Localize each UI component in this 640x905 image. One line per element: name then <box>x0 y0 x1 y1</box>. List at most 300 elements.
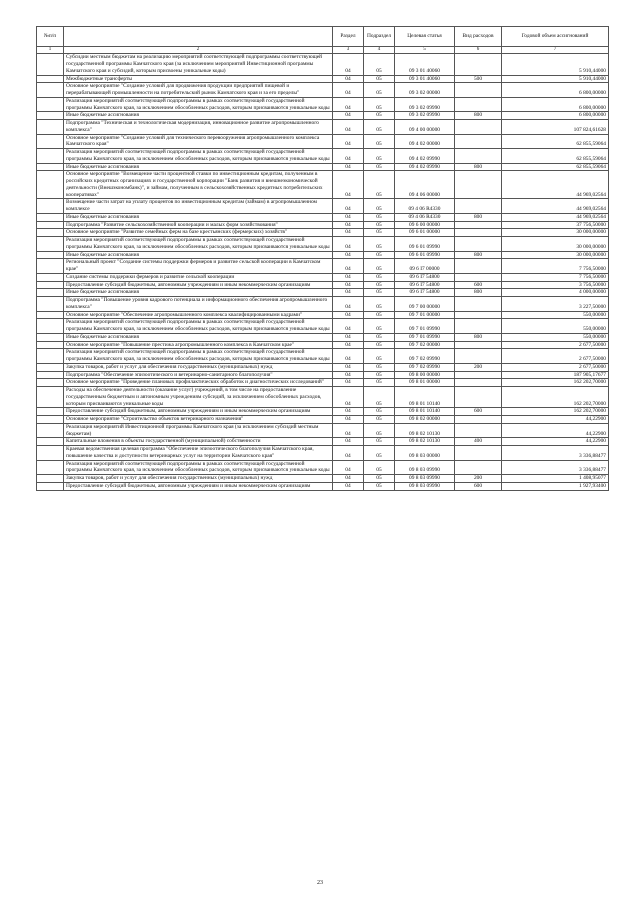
column-index-row <box>37 47 609 54</box>
row-number <box>37 112 64 120</box>
row-subsection: 05 <box>364 229 395 237</box>
row-number <box>37 333 64 341</box>
row-section: 04 <box>333 281 364 289</box>
row-section: 04 <box>333 229 364 237</box>
row-expense-type <box>455 460 502 475</box>
row-number <box>37 163 64 171</box>
row-subsection: 05 <box>364 416 395 424</box>
row-number <box>37 438 64 446</box>
row-section: 04 <box>333 311 364 319</box>
row-name: Иные бюджетные ассигнования <box>64 251 333 259</box>
table-row <box>37 237 609 252</box>
row-target-article: 09 3 01 40060 <box>395 54 455 75</box>
row-subsection: 05 <box>364 460 395 475</box>
row-number <box>37 259 64 274</box>
row-expense-type: 800 <box>455 163 502 171</box>
row-name: Основное мероприятие "Создание условий для продвижения продукции предприятий пищевой и перерабатывающей промышленности на потребительский рынок Камчатского края и за его пределы" <box>64 83 333 98</box>
row-amount: 44 969,02564 <box>502 213 609 221</box>
row-target-article: 09 4 06 R4330 <box>395 213 455 221</box>
header-section: Раздел <box>333 27 364 47</box>
row-name: Подпрограмма "Развитие сельскохозяйственной кооперации и малых форм хозяйствования" <box>64 221 333 229</box>
row-subsection: 05 <box>364 83 395 98</box>
row-amount: 62 855,59064 <box>502 134 609 149</box>
row-number <box>37 311 64 319</box>
row-expense-type <box>455 229 502 237</box>
row-name: Иные бюджетные ассигнования <box>64 289 333 297</box>
row-subsection: 05 <box>364 341 395 349</box>
table-row <box>37 475 609 483</box>
row-number <box>37 237 64 252</box>
column-index: 5 <box>395 47 455 54</box>
row-target-article: 09 4 02 09990 <box>395 149 455 164</box>
row-subsection: 05 <box>364 319 395 334</box>
row-expense-type <box>455 120 502 135</box>
row-number <box>37 371 64 379</box>
row-expense-type <box>455 379 502 387</box>
table-row <box>37 387 609 408</box>
row-expense-type <box>455 83 502 98</box>
row-target-article: 09 8 02 10130 <box>395 423 455 438</box>
row-target-article: 09 3 02 09990 <box>395 112 455 120</box>
row-number <box>37 379 64 387</box>
row-amount: 1 927,93400 <box>502 482 609 490</box>
table-row <box>37 229 609 237</box>
row-name: Возмещение части затрат на уплату процентов по инвестиционным кредитам (займам) в агропромышленном комплексе <box>64 199 333 214</box>
row-amount: 5 910,44000 <box>502 75 609 83</box>
row-section: 04 <box>333 171 364 199</box>
row-section: 04 <box>333 221 364 229</box>
row-name: Краевая ведомственная целевая программа "Обеспечение эпизоотического благополучия Камчатского края, повышение качества и доступности ветеринарных услуг на территории Камчатского края" <box>64 446 333 461</box>
row-number <box>37 341 64 349</box>
row-amount: 3 336,88477 <box>502 446 609 461</box>
row-target-article: 09 3 02 00000 <box>395 83 455 98</box>
row-number <box>37 229 64 237</box>
row-section: 04 <box>333 341 364 349</box>
table-row <box>37 363 609 371</box>
table-row <box>37 97 609 112</box>
row-section: 04 <box>333 199 364 214</box>
row-section: 04 <box>333 333 364 341</box>
row-amount: 107 824,61628 <box>502 120 609 135</box>
row-number <box>37 319 64 334</box>
row-target-article: 09 4 00 00000 <box>395 120 455 135</box>
row-name: Основное мероприятие "Создание условий для технического перевооружения агропромышленного комплекса Камчатского края" <box>64 134 333 149</box>
row-subsection: 05 <box>364 120 395 135</box>
row-section: 04 <box>333 237 364 252</box>
row-section: 04 <box>333 75 364 83</box>
table-row <box>37 112 609 120</box>
row-name: Субсидии местным бюджетам на реализацию мероприятий соответствующей подпрограммы соответствующей государственной программы Камчатского края (за исключением мероприятий Инвестиционной программы Камчатского края и субсидий, которым присвоены уникальные коды) <box>64 54 333 75</box>
row-expense-type: 800 <box>455 289 502 297</box>
row-expense-type <box>455 387 502 408</box>
row-name: Реализация мероприятий соответствующей подпрограммы в рамках соответствующей государственной программы Камчатского края, за исключением обособленных расходов, которым присваиваются уникальные коды <box>64 237 333 252</box>
row-subsection: 05 <box>364 213 395 221</box>
row-subsection: 05 <box>364 75 395 83</box>
row-target-article: 09 8 03 09990 <box>395 482 455 490</box>
row-amount: 2 677,50000 <box>502 341 609 349</box>
row-expense-type: 600 <box>455 408 502 416</box>
row-name: Иные бюджетные ассигнования <box>64 213 333 221</box>
row-number <box>37 75 64 83</box>
table-row <box>37 289 609 297</box>
row-subsection: 05 <box>364 311 395 319</box>
row-section: 04 <box>333 112 364 120</box>
row-section: 04 <box>333 120 364 135</box>
row-subsection: 05 <box>364 482 395 490</box>
table-row <box>37 221 609 229</box>
table-row <box>37 163 609 171</box>
row-target-article: 09 7 02 09990 <box>395 349 455 364</box>
row-expense-type <box>455 341 502 349</box>
row-name: Закупка товаров, работ и услуг для обеспечения государственных (муниципальных) нужд <box>64 475 333 483</box>
row-subsection: 05 <box>364 134 395 149</box>
row-section: 04 <box>333 97 364 112</box>
row-target-article: 09 8 01 00000 <box>395 379 455 387</box>
row-number <box>37 273 64 281</box>
row-target-article: 09 7 02 00000 <box>395 341 455 349</box>
row-amount: 7 756,50000 <box>502 273 609 281</box>
row-amount: 30 000,00000 <box>502 237 609 252</box>
row-name: Предоставление субсидий бюджетным, автономным учреждениям и иным некоммерческим организациям <box>64 408 333 416</box>
row-number <box>37 446 64 461</box>
row-number <box>37 289 64 297</box>
row-number <box>37 83 64 98</box>
row-target-article: 09 8 03 09990 <box>395 460 455 475</box>
row-amount: 37 756,50000 <box>502 221 609 229</box>
row-target-article: 09 4 02 09990 <box>395 163 455 171</box>
row-expense-type <box>455 171 502 199</box>
row-subsection: 05 <box>364 281 395 289</box>
row-amount: 44 969,02564 <box>502 171 609 199</box>
row-section: 04 <box>333 408 364 416</box>
row-amount: 44,22900 <box>502 416 609 424</box>
table-row <box>37 171 609 199</box>
table-row <box>37 149 609 164</box>
row-name: Предоставление субсидий бюджетным, автономным учреждениям и иным некоммерческим организациям <box>64 482 333 490</box>
row-subsection: 05 <box>364 349 395 364</box>
column-index: 6 <box>455 47 502 54</box>
table-row <box>37 341 609 349</box>
row-section: 04 <box>333 297 364 312</box>
row-amount: 6 800,00000 <box>502 112 609 120</box>
row-expense-type: 200 <box>455 475 502 483</box>
row-number <box>37 97 64 112</box>
row-expense-type <box>455 273 502 281</box>
row-subsection: 05 <box>364 221 395 229</box>
row-amount: 62 855,59064 <box>502 149 609 164</box>
row-target-article: 09 3 02 09990 <box>395 97 455 112</box>
row-subsection: 05 <box>364 199 395 214</box>
table-row <box>37 460 609 475</box>
row-amount: 6 800,00000 <box>502 97 609 112</box>
row-amount: 1 408,95077 <box>502 475 609 483</box>
row-amount: 2 677,50000 <box>502 349 609 364</box>
row-section: 04 <box>333 83 364 98</box>
row-subsection: 05 <box>364 54 395 75</box>
table-row <box>37 416 609 424</box>
row-subsection: 05 <box>364 112 395 120</box>
row-amount: 187 905,17677 <box>502 371 609 379</box>
row-amount: 6 800,00000 <box>502 83 609 98</box>
row-section: 04 <box>333 259 364 274</box>
row-section: 04 <box>333 149 364 164</box>
row-amount: 3 336,88477 <box>502 460 609 475</box>
row-section: 04 <box>333 363 364 371</box>
table-row <box>37 120 609 135</box>
row-name: Иные бюджетные ассигнования <box>64 112 333 120</box>
row-number <box>37 199 64 214</box>
row-number <box>37 363 64 371</box>
row-name: Основное мероприятие "Строительство объектов ветеринарного назначения" <box>64 416 333 424</box>
row-name: Подпрограмма "Техническая и технологическая модернизация, инновационное развитие агропромышленного комплекса" <box>64 120 333 135</box>
row-subsection: 05 <box>364 379 395 387</box>
row-number <box>37 408 64 416</box>
row-amount: 7 756,50000 <box>502 259 609 274</box>
row-target-article: 09 4 02 00000 <box>395 134 455 149</box>
row-target-article: 09 8 02 10130 <box>395 438 455 446</box>
table-row <box>37 134 609 149</box>
row-subsection: 05 <box>364 289 395 297</box>
table-row <box>37 281 609 289</box>
row-number <box>37 281 64 289</box>
row-name: Подпрограмма "Обеспечение эпизоотического и ветеринарно-санитарного благополучия" <box>64 371 333 379</box>
table-row <box>37 54 609 75</box>
row-name: Создание системы поддержки фермеров и развитие сельской кооперации <box>64 273 333 281</box>
table-row <box>37 83 609 98</box>
row-subsection: 05 <box>364 251 395 259</box>
row-amount: 550,00000 <box>502 319 609 334</box>
row-target-article: 09 4 06 00000 <box>395 171 455 199</box>
row-expense-type <box>455 416 502 424</box>
row-number <box>37 221 64 229</box>
row-name: Межбюджетные трансферты <box>64 75 333 83</box>
row-expense-type: 600 <box>455 281 502 289</box>
row-subsection: 05 <box>364 363 395 371</box>
row-target-article: 09 7 00 00000 <box>395 297 455 312</box>
row-expense-type <box>455 237 502 252</box>
row-amount: 30 000,00000 <box>502 229 609 237</box>
row-target-article: 09 6 I7 54800 <box>395 281 455 289</box>
table-row <box>37 251 609 259</box>
row-section: 04 <box>333 54 364 75</box>
header-subsection: Подраздел <box>364 27 395 47</box>
row-target-article: 09 8 01 10140 <box>395 408 455 416</box>
row-expense-type <box>455 319 502 334</box>
row-subsection: 05 <box>364 423 395 438</box>
row-amount: 30 000,00000 <box>502 251 609 259</box>
row-expense-type <box>455 446 502 461</box>
table-row <box>37 379 609 387</box>
row-amount: 3 756,50000 <box>502 281 609 289</box>
row-section: 04 <box>333 460 364 475</box>
row-target-article: 09 7 01 00000 <box>395 311 455 319</box>
row-target-article: 09 8 03 00000 <box>395 446 455 461</box>
row-target-article: 09 6 I7 54800 <box>395 289 455 297</box>
row-name: Реализация мероприятий соответствующей подпрограммы в рамках соответствующей государственной программы Камчатского края, за исключением обособленных расходов, которым присваиваются уникальные коды <box>64 349 333 364</box>
row-name: Предоставление субсидий бюджетным, автономным учреждениям и иным некоммерческим организациям <box>64 281 333 289</box>
row-amount: 44,22900 <box>502 438 609 446</box>
table-row <box>37 482 609 490</box>
row-name: Закупка товаров, работ и услуг для обеспечения государственных (муниципальных) нужд <box>64 363 333 371</box>
row-amount: 5 910,44000 <box>502 54 609 75</box>
row-amount: 44 969,02564 <box>502 199 609 214</box>
row-subsection: 05 <box>364 97 395 112</box>
row-target-article: 09 6 I7 54800 <box>395 273 455 281</box>
row-amount: 550,00000 <box>502 311 609 319</box>
row-name: Реализация мероприятий соответствующей подпрограммы в рамках соответствующей государственной программы Камчатского края, за исключением обособленных расходов, которым присваиваются уникальные коды <box>64 97 333 112</box>
table-row <box>37 438 609 446</box>
table-row <box>37 349 609 364</box>
row-name: Подпрограмма "Повышение уровня кадрового потенциала и информационного обеспечения агропромышленного комплекса" <box>64 297 333 312</box>
row-number <box>37 149 64 164</box>
row-expense-type: 800 <box>455 333 502 341</box>
row-target-article: 09 4 06 R4330 <box>395 199 455 214</box>
row-target-article: 09 8 00 00000 <box>395 371 455 379</box>
table-row <box>37 319 609 334</box>
row-section: 04 <box>333 387 364 408</box>
row-expense-type: 800 <box>455 213 502 221</box>
row-subsection: 05 <box>364 171 395 199</box>
row-target-article: 09 3 01 40060 <box>395 75 455 83</box>
row-expense-type <box>455 54 502 75</box>
row-target-article: 09 6 01 09990 <box>395 251 455 259</box>
budget-table <box>36 26 609 491</box>
row-expense-type: 500 <box>455 75 502 83</box>
row-expense-type: 800 <box>455 112 502 120</box>
column-index: 7 <box>502 47 609 54</box>
row-expense-type <box>455 221 502 229</box>
row-section: 04 <box>333 319 364 334</box>
row-target-article: 09 6 01 00000 <box>395 229 455 237</box>
table-row <box>37 333 609 341</box>
row-number <box>37 387 64 408</box>
row-section: 04 <box>333 273 364 281</box>
row-name: Расходы на обеспечение деятельности (оказание услуг) учреждений, в том числе на предоставление государственным бюджетным и автономным учреждениям субсидий, за исключением обособленных расходов, которым присваиваются уникальные коды <box>64 387 333 408</box>
row-section: 04 <box>333 163 364 171</box>
column-index: 3 <box>333 47 364 54</box>
row-expense-type <box>455 349 502 364</box>
row-number <box>37 482 64 490</box>
row-name: Реализация мероприятий Инвестиционной программы Камчатского края (за исключением субсидий местным бюджетам) <box>64 423 333 438</box>
row-expense-type <box>455 149 502 164</box>
row-number <box>37 297 64 312</box>
row-expense-type <box>455 311 502 319</box>
row-target-article: 09 8 03 09990 <box>395 475 455 483</box>
row-target-article: 09 8 02 00000 <box>395 416 455 424</box>
row-expense-type <box>455 297 502 312</box>
row-number <box>37 416 64 424</box>
row-name: Основное мероприятие "Возмещение части процентной ставки по инвестиционным кредитам, полученным в российских кредитных организациях и государственной корпорации "Банк развития и внешнеэкономической деятельности (Внешэкономбанк)", и займам, полученным в сельскохозяйственных кредитных потребительских кооперативах" <box>64 171 333 199</box>
row-number <box>37 423 64 438</box>
row-amount: 162 202,70000 <box>502 408 609 416</box>
row-subsection: 05 <box>364 387 395 408</box>
row-subsection: 05 <box>364 149 395 164</box>
row-subsection: 05 <box>364 475 395 483</box>
table-row <box>37 446 609 461</box>
column-index: 1 <box>37 47 64 54</box>
row-section: 04 <box>333 251 364 259</box>
row-number <box>37 120 64 135</box>
row-section: 04 <box>333 475 364 483</box>
header-target-article: Целевая статья <box>395 27 455 47</box>
row-target-article: 09 6 I7 00000 <box>395 259 455 274</box>
row-number <box>37 460 64 475</box>
row-section: 04 <box>333 446 364 461</box>
row-name: Основное мероприятие "Обеспечение агропромышленного комплекса квалифицированными кадрами" <box>64 311 333 319</box>
row-expense-type: 800 <box>455 251 502 259</box>
table-row <box>37 75 609 83</box>
row-number <box>37 475 64 483</box>
header-expense-type: Вид расходов <box>455 27 502 47</box>
row-number <box>37 213 64 221</box>
row-section: 04 <box>333 289 364 297</box>
row-name: Основное мероприятие "Повышение престижа агропромышленного комплекса в Камчатском крае" <box>64 341 333 349</box>
row-expense-type: 400 <box>455 438 502 446</box>
row-target-article: 09 7 02 09990 <box>395 363 455 371</box>
row-subsection: 05 <box>364 259 395 274</box>
row-subsection: 05 <box>364 408 395 416</box>
row-name: Капитальные вложения в объекты государственной (муниципальной) собственности <box>64 438 333 446</box>
page-number: 23 <box>317 880 323 886</box>
row-amount: 162 202,70000 <box>502 379 609 387</box>
row-expense-type <box>455 371 502 379</box>
row-section: 04 <box>333 379 364 387</box>
table-row <box>37 423 609 438</box>
row-amount: 3 227,50000 <box>502 297 609 312</box>
row-section: 04 <box>333 349 364 364</box>
row-name: Основное мероприятие "Проведение плановых профилактических обработок и диагностических исследований" <box>64 379 333 387</box>
row-section: 04 <box>333 134 364 149</box>
table-row <box>37 408 609 416</box>
row-expense-type <box>455 97 502 112</box>
row-number <box>37 54 64 75</box>
table-row <box>37 213 609 221</box>
row-section: 04 <box>333 438 364 446</box>
row-expense-type <box>455 199 502 214</box>
row-name: Реализация мероприятий соответствующей подпрограммы в рамках соответствующей государственной программы Камчатского края, за исключением обособленных расходов, которым присваиваются уникальные коды <box>64 319 333 334</box>
row-section: 04 <box>333 482 364 490</box>
row-name: Реализация мероприятий соответствующей подпрограммы в рамках соответствующей государственной программы Камчатского края, за исключением обособленных расходов, которым присваиваются уникальные коды <box>64 149 333 164</box>
row-subsection: 05 <box>364 163 395 171</box>
row-section: 04 <box>333 423 364 438</box>
header-annual-amount: Годовой объем ассигнований <box>502 27 609 47</box>
row-amount: 162 202,70000 <box>502 387 609 408</box>
row-subsection: 05 <box>364 371 395 379</box>
row-target-article: 09 7 01 09990 <box>395 333 455 341</box>
table-row <box>37 297 609 312</box>
row-expense-type <box>455 259 502 274</box>
row-amount: 62 855,59064 <box>502 163 609 171</box>
row-name: Региональный проект "Создание системы поддержки фермеров и развитие сельской кооперации в Камчатском крае" <box>64 259 333 274</box>
row-number <box>37 134 64 149</box>
row-expense-type: 600 <box>455 482 502 490</box>
row-name: Иные бюджетные ассигнования <box>64 333 333 341</box>
row-subsection: 05 <box>364 297 395 312</box>
table-row <box>37 199 609 214</box>
row-subsection: 05 <box>364 446 395 461</box>
column-index: 2 <box>64 47 333 54</box>
column-index: 4 <box>364 47 395 54</box>
row-subsection: 05 <box>364 237 395 252</box>
row-amount: 44,22900 <box>502 423 609 438</box>
row-target-article: 09 6 01 09990 <box>395 237 455 252</box>
row-expense-type <box>455 423 502 438</box>
row-target-article: 09 7 01 09990 <box>395 319 455 334</box>
table-row <box>37 371 609 379</box>
row-number <box>37 171 64 199</box>
table-row <box>37 259 609 274</box>
row-amount: 2 677,50000 <box>502 363 609 371</box>
